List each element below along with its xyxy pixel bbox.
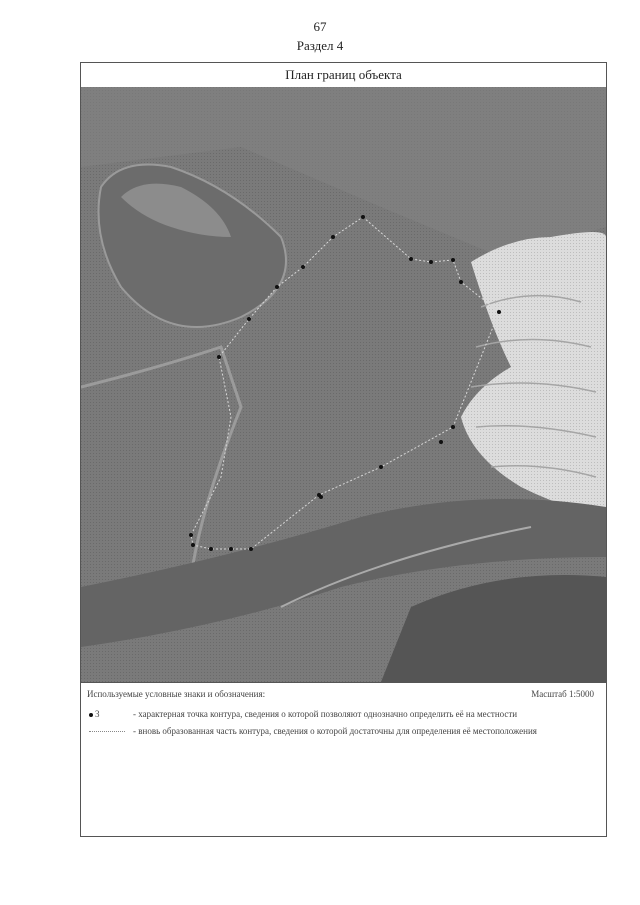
boundary-point xyxy=(189,533,193,537)
boundary-point xyxy=(319,495,323,499)
boundary-point xyxy=(249,547,253,551)
satellite-map[interactable] xyxy=(81,87,606,682)
map-image xyxy=(81,87,606,682)
boundary-point xyxy=(497,310,501,314)
boundary-point xyxy=(451,425,455,429)
legend-item-description: - характерная точка контура, сведения о которой позволяют однозначно определить её на местности xyxy=(133,709,518,719)
page-number: 67 xyxy=(313,19,327,34)
map-scale: Масштаб 1:5000 xyxy=(531,689,594,699)
boundary-point xyxy=(379,465,383,469)
boundary-point xyxy=(301,265,305,269)
boundary-point xyxy=(429,260,433,264)
boundary-point xyxy=(191,543,195,547)
boundary-point xyxy=(275,285,279,289)
boundary-point xyxy=(409,257,413,261)
boundary-point xyxy=(229,547,233,551)
boundary-line-symbol xyxy=(89,726,125,737)
boundary-point xyxy=(209,547,213,551)
boundary-point xyxy=(217,355,221,359)
point-marker-symbol xyxy=(89,709,100,720)
plan-title: План границ объекта xyxy=(81,63,606,88)
plan-frame xyxy=(80,62,607,837)
dotted-line-icon xyxy=(89,731,125,732)
boundary-point xyxy=(247,317,251,321)
legend xyxy=(81,682,606,837)
section-title: Раздел 4 xyxy=(296,38,344,53)
boundary-point xyxy=(459,280,463,284)
legend-item-boundary xyxy=(81,726,606,737)
legend-item-point xyxy=(81,709,606,720)
legend-title: Используемые условные знаки и обозначения: xyxy=(87,689,266,699)
legend-item-description: - вновь образованная часть контура, сведения о которой достаточны для определения её местоположения xyxy=(133,726,537,736)
boundary-point xyxy=(451,258,455,262)
boundary-point xyxy=(439,440,443,444)
boundary-point xyxy=(361,215,365,219)
point-marker-label: 3 xyxy=(95,709,100,719)
boundary-point xyxy=(331,235,335,239)
point-marker-icon xyxy=(89,713,93,717)
